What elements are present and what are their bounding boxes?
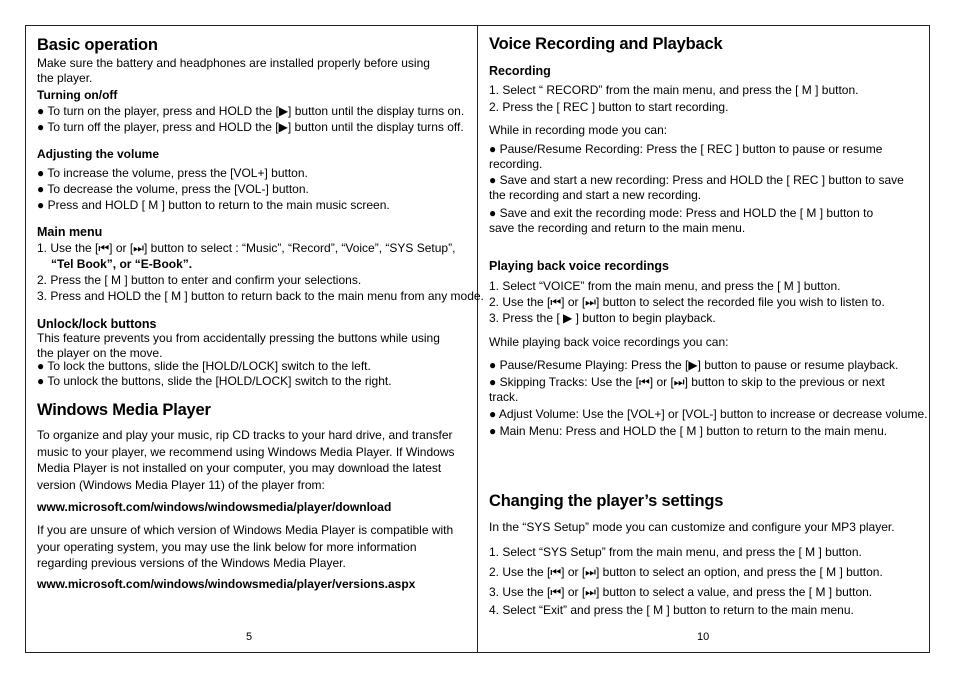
wmp-paragraph: To organize and play your music, rip CD tracks to your hard drive, and transfer music to your player, we recommend using Windows Media Player. If Windows Media Player is not installed on your computer, you may download the latest version (Windows Media Player 11) of the player from: [37,428,455,492]
lock-item: ● To lock the buttons, slide the [HOLD/LOCK] switch to the left. [37,359,371,373]
basic-intro: Make sure the battery and headphones are installed properly before using the player. [37,56,430,85]
menu-step: 3. Press and HOLD the [ M ] button to return back to the main menu from any mode. [37,289,484,303]
settings-step: 4. Select “Exit” and press the [ M ] button to return to the main menu. [489,603,854,617]
playback-step: 1. Select “VOICE” from the main menu, and press the [ M ] button. [489,279,841,293]
settings-step: 3. Use the [⏮] or [⏭] button to select a value, and press the [ M ] button. [489,585,873,599]
recording-step: 1. Select “ RECORD” from the main menu, and press the [ M ] button. [489,83,859,97]
volume-item: ● To decrease the volume, press the [VOL-] button. [37,182,309,196]
settings-title: Changing the player’s settings [489,492,724,510]
download-link[interactable]: www.microsoft.com/windows/windowsmedia/player/download [37,500,392,514]
menu-step: 2. Press the [ M ] button to enter and confirm your selections. [37,273,362,287]
basic-operation-title: Basic operation [37,36,158,54]
recording-step: 2. Press the [ REC ] button to start recording. [489,100,729,114]
volume-item: ● To increase the volume, press the [VOL+] button. [37,166,308,180]
menu-step: 1. Use the [⏮] or [⏭] button to select : “Music”, “Record”, “Voice”, “SYS Setup”, [37,241,456,255]
while-recording: While in recording mode you can: [489,123,668,137]
lock-intro: This feature prevents you from accidentally pressing the buttons while using the player on the move. [37,331,440,360]
rec-item: ● Save and start a new recording: Press and HOLD the [ REC ] button to save the recording and start a new recording. [489,173,904,202]
page-number: 10 [697,631,710,643]
play-item: ● Skipping Tracks: Use the [⏮] or [⏭] button to skip to the previous or next track. [489,375,885,404]
rec-item: ● Pause/Resume Recording: Press the [ REC ] button to pause or resume recording. [489,142,883,171]
play-item: ● Main Menu: Press and HOLD the [ M ] button to return to the main menu. [489,424,888,438]
main-menu-title: Main menu [37,225,103,239]
left-page [26,25,484,653]
wmp-title: Windows Media Player [37,401,211,419]
wmp-paragraph-2: If you are unsure of which version of Windows Media Player is compatible with your operating system, you may use the link below for more information regarding previous versions of the Windows Media Player. [37,523,454,570]
recording-title: Recording [489,64,551,78]
page-number: 5 [246,631,253,643]
volume-item: ● Press and HOLD [ M ] button to return to the main music screen. [37,198,390,212]
turning-item: ● To turn off the player, press and HOLD the [▶] button until the display turns off. [37,120,464,134]
turning-item: ● To turn on the player, press and HOLD the [▶] button until the display turns on. [37,104,465,118]
rec-item: ● Save and exit the recording mode: Press and HOLD the [ M ] button to save the recording and return to the main menu. [489,206,874,235]
play-item: ● Adjust Volume: Use the [VOL+] or [VOL-] button to increase or decrease volume. [489,407,928,421]
settings-step: 2. Use the [⏮] or [⏭] button to select an option, and press the [ M ] button. [489,565,883,579]
versions-link[interactable]: www.microsoft.com/windows/windowsmedia/player/versions.aspx [37,577,416,591]
menu-step: “Tel Book”, or “E-Book”. [51,257,193,271]
playback-step: 2. Use the [⏮] or [⏭] button to select the recorded file you wish to listen to. [489,295,885,309]
volume-title: Adjusting the volume [37,147,160,161]
settings-step: 1. Select “SYS Setup” from the main menu, and press the [ M ] button. [489,545,862,559]
voice-title: Voice Recording and Playback [489,35,723,53]
lock-item: ● To unlock the buttons, slide the [HOLD/LOCK] switch to the right. [37,374,392,388]
while-playing: While playing back voice recordings you can: [489,335,729,349]
turning-title: Turning on/off [37,88,118,102]
right-page [478,25,930,653]
settings-intro: In the “SYS Setup” mode you can customize and configure your MP3 player. [489,520,895,534]
lock-title: Unlock/lock buttons [37,317,157,331]
playback-title: Playing back voice recordings [489,259,669,273]
play-item: ● Pause/Resume Playing: Press the [▶] button to pause or resume playback. [489,358,899,372]
playback-step: 3. Press the [ ▶ ] button to begin playback. [489,311,716,325]
